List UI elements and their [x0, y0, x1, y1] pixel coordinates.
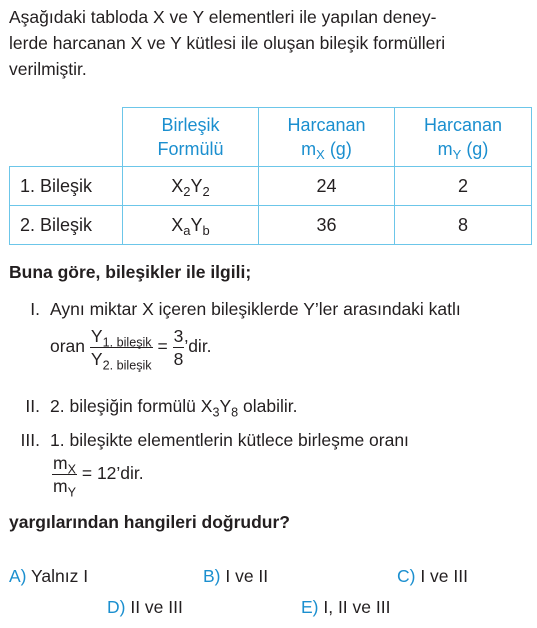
statement-3-text: 1. bileşikte elementlerin kütlece birleşme oranı	[50, 430, 409, 450]
header-mass-y-line1: Harcanan	[423, 115, 503, 135]
option-b[interactable]	[203, 566, 268, 587]
final-question: yargılarından hangileri doğrudur?	[9, 512, 290, 532]
header-mass-y-symbol: m	[437, 139, 453, 159]
row-mass-y: 8	[395, 206, 532, 245]
formula-x: X	[171, 214, 184, 235]
option-e-letter: E)	[301, 597, 319, 617]
mass-top-symbol: m	[53, 453, 68, 473]
mass-bottom-sub: Y	[67, 485, 76, 500]
table-corner-cell	[10, 108, 123, 167]
option-d-text: II ve III	[125, 597, 183, 617]
header-mass-x-unit: (g)	[324, 139, 352, 159]
statement-2-sub2: 8	[231, 405, 239, 420]
header-mass-y	[395, 108, 532, 167]
row-formula	[123, 167, 259, 206]
header-formula-line2: Formülü	[157, 139, 224, 159]
formula-x-sub: 2	[183, 183, 191, 199]
statement-1-number: I.	[30, 299, 40, 319]
statement-1-prefix: oran	[50, 336, 86, 357]
statement-1-suffix: ’dir.	[184, 336, 212, 357]
header-formula	[123, 108, 259, 167]
data-table	[9, 107, 532, 245]
statement-2-text	[50, 396, 298, 420]
statement-1-equals: =	[157, 336, 168, 357]
formula-y: Y	[190, 214, 203, 235]
ratio-top-symbol: Y	[90, 326, 103, 346]
header-mass-x	[259, 108, 395, 167]
option-a-letter: A)	[9, 566, 27, 586]
option-e[interactable]	[301, 597, 390, 618]
header-mass-y-unit: (g)	[461, 139, 489, 159]
formula-x-sub: a	[183, 222, 191, 238]
statement-2-number: II.	[25, 396, 40, 416]
option-c-letter: C)	[397, 566, 416, 586]
option-c[interactable]	[397, 566, 468, 587]
row-label: 2. Bileşik	[10, 206, 123, 245]
row-mass-x: 36	[259, 206, 395, 245]
option-a-text: Yalnız I	[26, 566, 89, 586]
table-header-row	[10, 108, 532, 167]
formula-y-sub: b	[202, 222, 210, 238]
formula-x: X	[171, 175, 184, 196]
header-formula-line1: Birleşik	[161, 115, 220, 135]
formula-y-sub: 2	[202, 183, 210, 199]
intro-line-3: verilmiştir.	[9, 59, 87, 79]
option-e-text: I, II ve III	[318, 597, 391, 617]
statement-2-sub1: 3	[212, 405, 220, 420]
value-numerator: 3	[173, 326, 184, 346]
intro-line-2: lerde harcanan X ve Y kütlesi ile oluşan bileşik formülleri	[9, 33, 446, 53]
statement-2-pre: 2. bileşiğin formülü X	[50, 396, 213, 416]
statement-3-rest: = 12’dir.	[81, 463, 144, 484]
statement-1-value-fraction	[173, 325, 185, 370]
header-mass-x-line1: Harcanan	[287, 115, 366, 135]
statement-2-mid: Y	[219, 396, 232, 416]
table-row	[10, 206, 532, 245]
statement-1-formula	[50, 325, 212, 373]
statement-2-post: olabilir.	[238, 396, 298, 416]
row-mass-y: 2	[395, 167, 532, 206]
header-mass-y-sub: Y	[452, 146, 462, 162]
value-denominator: 8	[173, 349, 184, 369]
row-label: 1. Bileşik	[10, 167, 123, 206]
row-formula	[123, 206, 259, 245]
question-stem: Buna göre, bileşikler ile ilgili;	[9, 262, 252, 282]
option-d[interactable]	[107, 597, 183, 618]
statement-1-text: Aynı miktar X içeren bileşiklerde Y’ler arasındaki katlı	[50, 299, 461, 319]
intro-paragraph	[9, 4, 537, 82]
statement-1-ratio-fraction	[90, 325, 153, 373]
ratio-bottom-sub: 2. bileşik	[102, 358, 152, 373]
intro-line-1: Aşağıdaki tabloda X ve Y elementleri ile yapılan deney-	[9, 7, 437, 27]
option-a[interactable]	[9, 566, 88, 587]
mass-top-sub: X	[67, 462, 76, 477]
option-b-text: I ve II	[220, 566, 269, 586]
option-b-letter: B)	[203, 566, 221, 586]
mass-bottom-symbol: m	[53, 476, 68, 496]
table-row	[10, 167, 532, 206]
header-mass-x-sub: X	[316, 146, 325, 162]
row-mass-x: 24	[259, 167, 395, 206]
statement-3-number: III.	[20, 430, 40, 450]
statement-3-mass-fraction	[52, 452, 77, 500]
header-mass-x-symbol: m	[301, 139, 317, 159]
statement-3-formula	[52, 452, 144, 500]
option-d-letter: D)	[107, 597, 126, 617]
formula-y: Y	[190, 175, 203, 196]
ratio-top-sub: 1. bileşik	[102, 335, 152, 350]
option-c-text: I ve III	[415, 566, 468, 586]
ratio-bottom-symbol: Y	[90, 349, 103, 369]
